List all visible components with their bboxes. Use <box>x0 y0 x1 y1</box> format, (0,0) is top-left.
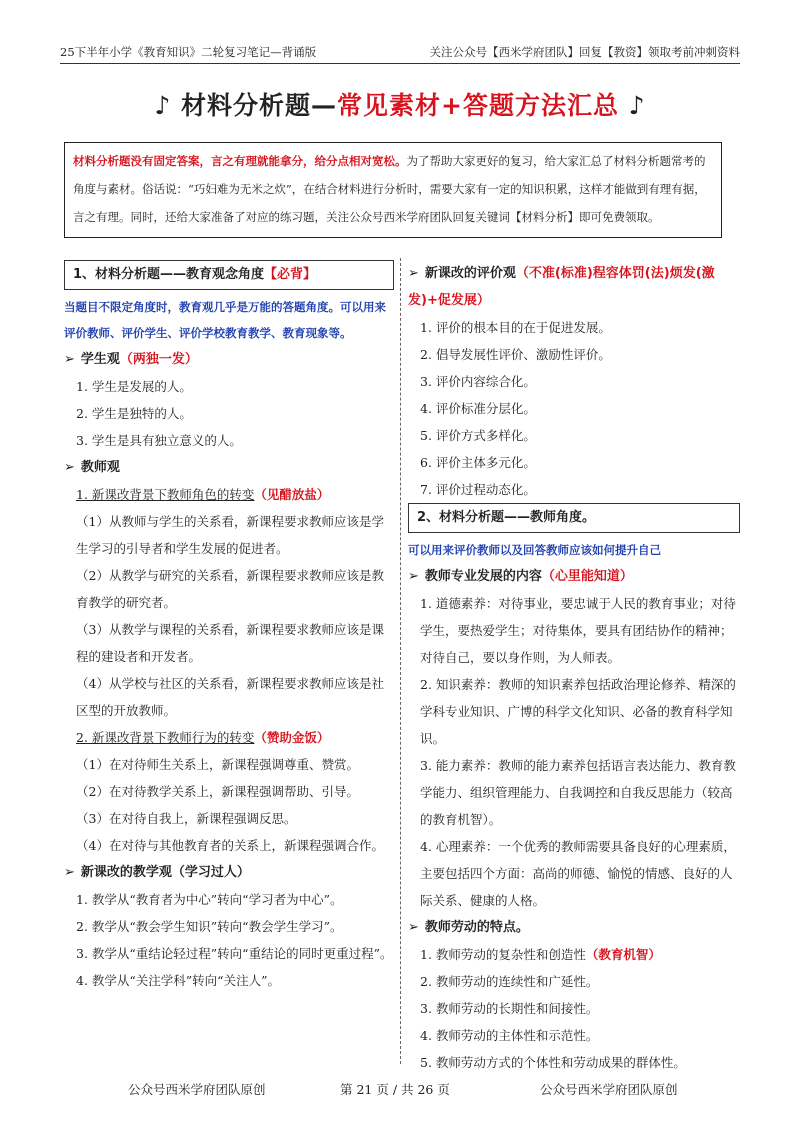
intro-text: 为了帮助大家更好的复习，给大家汇总了材料分析题常考的角度与素材。俗话说：“巧妇难为无米之炊”，在结合材料进行分析时，需要大家有一定的知识积累，这样才能做到有理有据，言之有理。同时，还给大家准备了对应的练习题，关注公众号西米学府团队回复关键词【材料分析】即可免费领取。 <box>73 154 706 224</box>
arrow-icon: ➢ <box>408 569 419 584</box>
title-part2: 常见素材+答题方法汇总 <box>337 91 619 120</box>
left-column <box>64 260 394 994</box>
column-divider <box>400 258 401 1064</box>
list-item: 3. 学生是具有独立意义的人。 <box>76 433 242 448</box>
arrow-icon: ➢ <box>64 352 75 367</box>
section-note-2: 可以用来评价教师以及回答教师应该如何提升自己 <box>408 543 661 557</box>
section-title-2: 2、材料分析题——教师角度。 <box>417 510 596 525</box>
list-item: 3. 教学从“重结论轻过程”转向“重结论的同时更重过程”。 <box>76 946 393 961</box>
heading-prof-text: 教师专业发展的内容 <box>424 569 542 584</box>
list-item: 2. 知识素养：教师的知识素养包括政治理论修养、精深的学科专业知识、广博的科学文化知识、必备的教育科学知识。 <box>420 677 736 746</box>
list-item: 3. 评价内容综合化。 <box>420 374 536 389</box>
list-item: 2. 教师劳动的连续性和广延性。 <box>420 974 599 989</box>
labor-item1-tag: （教育机智） <box>585 947 661 962</box>
list-item: 2. 教学从“教会学生知识”转向“教会学生学习”。 <box>76 919 343 934</box>
intro-box <box>64 142 722 238</box>
list-item: 1. 道德素养：对待事业，要忠诚于人民的教育事业；对待学生，要热爱学生；对待集体，要具有团结协作的精神；对待自己，要以身作则，为人师表。 <box>420 596 736 665</box>
heading-teaching-text: 新课改的教学观（学习过人） <box>80 865 250 880</box>
section-box-1 <box>64 260 394 290</box>
list-item: （3）在对待自我上，新课程强调反思。 <box>76 811 297 826</box>
list-item: 4. 教师劳动的主体性和示范性。 <box>420 1028 599 1043</box>
subheading-behavior-tag: （赞助金饭） <box>254 730 330 745</box>
list-item: （4）从学校与社区的关系看，新课程要求教师应该是社区型的开放教师。 <box>76 676 384 718</box>
list-item: 4. 教学从“关注学科”转向“关注人”。 <box>76 973 280 988</box>
section-note-1: 当题目不限定角度时，教育观几乎是万能的答题角度。可以用来评价教师、评价学生、评价学校教育教学、教育现象等。 <box>64 300 386 340</box>
heading-labor-text: 教师劳动的特点。 <box>424 920 529 935</box>
subheading-behavior <box>64 724 394 751</box>
list-item: 3. 教师劳动的长期性和间接性。 <box>420 1001 599 1016</box>
list-item: 1. 教学从“教育者为中心”转向“学习者为中心”。 <box>76 892 343 907</box>
heading-prof <box>408 563 740 590</box>
labor-item1-text: 1. 教师劳动的复杂性和创造性 <box>420 947 586 962</box>
title-part3: ♪ <box>618 91 646 120</box>
list-item: 3. 能力素养：教师的能力素养包括语言表达能力、教育教学能力、组织管理能力、自我调控和自我反思能力（较高的教育机智）。 <box>420 758 736 827</box>
list-item: （2）从教学与研究的关系看，新课程要求教师应该是教育教学的研究者。 <box>76 568 384 610</box>
heading-students <box>64 346 394 373</box>
arrow-icon: ➢ <box>408 266 419 281</box>
list-item: （4）在对待与其他教育者的关系上，新课程强调合作。 <box>76 838 384 853</box>
list-item: 7. 评价过程动态化。 <box>420 482 536 497</box>
header-left: 25下半年小学《教育知识》二轮复习笔记—背诵版 <box>60 45 317 59</box>
arrow-icon: ➢ <box>64 865 75 880</box>
list-item: 2. 学生是独特的人。 <box>76 406 192 421</box>
footer-right: 公众号西米学府团队原创 <box>540 1082 678 1097</box>
subheading-behavior-text: 2. 新课改背景下教师行为的转变 <box>76 730 255 745</box>
list-item: 1. 学生是发展的人。 <box>76 379 192 394</box>
section-title-1: 1、材料分析题——教育观念角度 <box>73 267 265 282</box>
list-item: （1）在对待师生关系上，新课程强调尊重、赞赏。 <box>76 757 359 772</box>
header-right: 关注公众号【西米学府团队】回复【教资】领取考前冲刺资料 <box>429 45 740 59</box>
section-tag-1: 【必背】 <box>264 267 317 282</box>
heading-prof-tag: （心里能知道） <box>541 569 633 584</box>
page-number: 第 21 页 / 共 26 页 <box>340 1082 450 1097</box>
arrow-icon: ➢ <box>408 920 419 935</box>
heading-teachers <box>64 454 394 481</box>
list-item: 5. 教师劳动方式的个体性和劳动成果的群体性。 <box>420 1055 686 1070</box>
list-item: 4. 心理素养：一个优秀的教师需要具备良好的心理素质，主要包括四个方面：高尚的师德、愉悦的情感、良好的人际关系、健康的人格。 <box>420 839 736 908</box>
page-title <box>0 86 800 122</box>
heading-students-tag: （两独一发） <box>119 352 198 367</box>
subheading-role-tag: （见醋放盐） <box>254 487 330 502</box>
list-item: （2）在对待教学关系上，新课程强调帮助、引导。 <box>76 784 359 799</box>
footer-left: 公众号西米学府团队原创 <box>128 1082 266 1097</box>
subheading-role-text: 1. 新课改背景下教师角色的转变 <box>76 487 255 502</box>
list-item: 1. 评价的根本目的在于促进发展。 <box>420 320 611 335</box>
right-column <box>408 260 740 1076</box>
list-item: （3）从教学与课程的关系看，新课程要求教师应该是课程的建设者和开发者。 <box>76 622 384 664</box>
heading-students-text: 学生观 <box>80 352 120 367</box>
heading-teaching <box>64 859 394 886</box>
list-item: 5. 评价方式多样化。 <box>420 428 536 443</box>
subheading-role <box>64 481 394 508</box>
list-item: （1）从教师与学生的关系看，新课程要求教师应该是学生学习的引导者和学生发展的促进者。 <box>76 514 384 556</box>
list-item: 4. 评价标准分层化。 <box>420 401 536 416</box>
list-item <box>408 941 740 968</box>
heading-labor <box>408 914 740 941</box>
title-part1: ♪ 材料分析题— <box>154 91 338 120</box>
heading-eval <box>408 260 740 314</box>
page-header <box>60 38 740 64</box>
intro-highlight: 材料分析题没有固定答案，言之有理就能拿分，给分点相对宽松。 <box>73 154 407 168</box>
heading-eval-tag: （不准(标准)程容体罚(法)烦发(激发)+促发展） <box>408 266 715 308</box>
list-item: 6. 评价主体多元化。 <box>420 455 536 470</box>
heading-eval-text: 新课改的评价观 <box>424 266 516 281</box>
section-box-2 <box>408 503 740 533</box>
heading-teachers-text: 教师观 <box>80 460 120 475</box>
arrow-icon: ➢ <box>64 460 75 475</box>
list-item: 2. 倡导发展性评价、激励性评价。 <box>420 347 611 362</box>
